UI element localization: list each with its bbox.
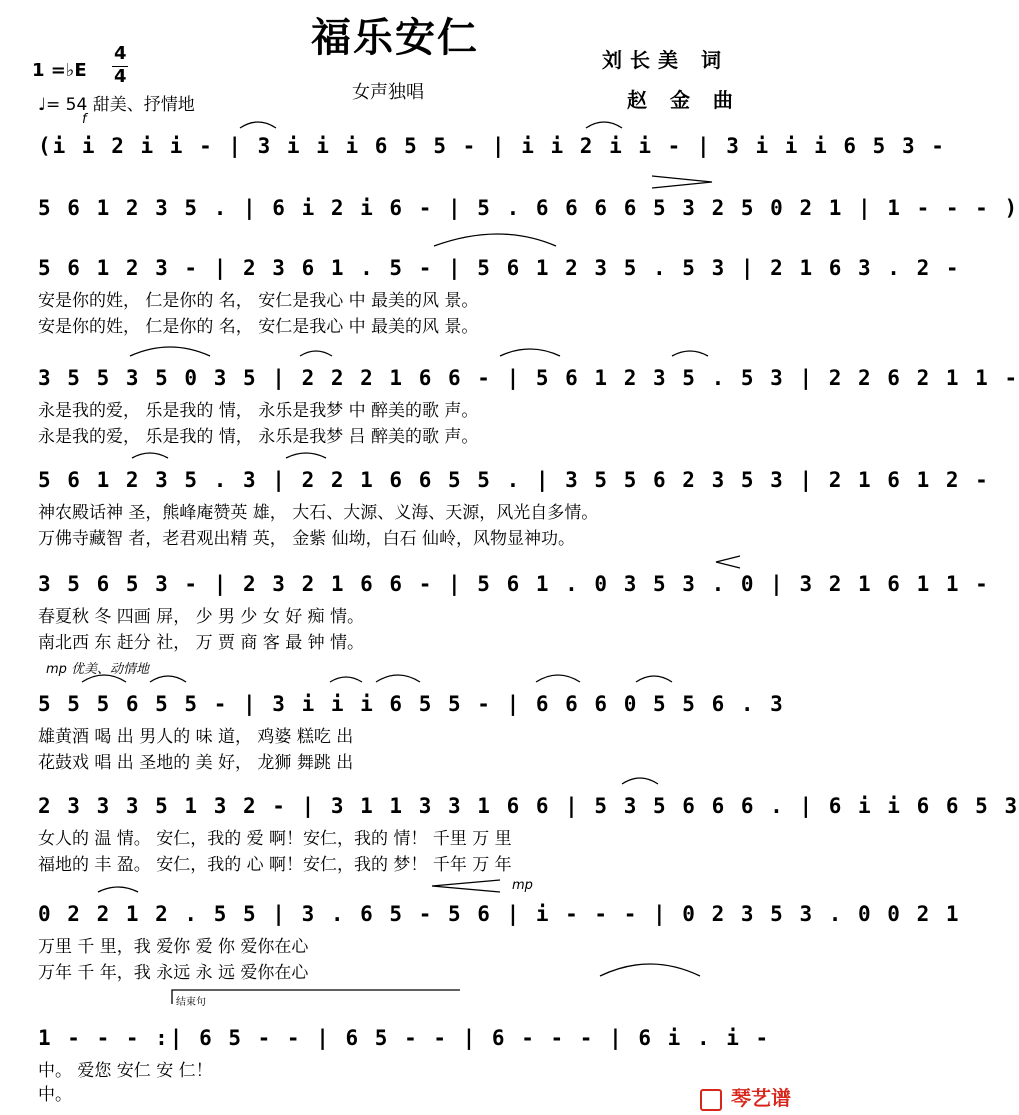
slur: [536, 675, 580, 682]
slur: [586, 122, 622, 128]
lyrics-line-9-verse-2: 万年 千 年，我 永远 永 远 爱你在心: [38, 963, 309, 983]
notation-line-9: 0 2 2 1 2 . 5 5 | 3 . 6 5 - 5 6 | i - - - | 0 2 3 5 3 . 0 0 2 1: [38, 902, 961, 926]
crescendo-hairpin: [652, 176, 712, 188]
lyrics-line-10-verse-2: 中。: [38, 1085, 72, 1105]
notation-line-2: 5 6 1 2 3 5 . | 6 i 2 i 6 - | 5 . 6 6 6 6 5 3 2 5 0 2 1 | 1 - - - ): [38, 196, 1019, 220]
time-signature-numerator: 4: [114, 43, 127, 64]
song-title: 福乐安仁: [311, 15, 479, 61]
watermark-icon: [700, 1089, 722, 1111]
decrescendo-hairpin: [432, 880, 500, 892]
notation-line-10: 1 - - - :| 6 5 - - | 6 5 - - | 6 - - - | 6 i . i -: [38, 1026, 771, 1050]
notation-line-8: 2 3 3 3 5 1 3 2 - | 3 1 1 3 3 1 6 6 | 5 3 5 6 6 6 . | 6 i i 6 6 5 3: [38, 794, 1019, 818]
dynamic-mp: mp: [512, 878, 533, 893]
lyrics-line-8-verse-2: 福地的 丰 盈。 安仁，我的 心 啊！安仁，我的 梦！ 千年 万 年: [38, 855, 512, 875]
lyrics-line-10-verse-1: 中。 爱您 安仁 安 仁！: [38, 1061, 213, 1081]
watermark-logo: [700, 1082, 791, 1111]
lyrics-line-7-verse-2: 花鼓戏 唱 出 圣地的 美 好， 龙狮 舞跳 出: [38, 753, 354, 773]
lyrics-line-6-verse-2: 南北西 东 赶分 社， 万 贾 商 客 最 钟 情。: [38, 633, 365, 653]
coda-bracket: [172, 990, 460, 1004]
slur: [132, 453, 168, 458]
notation-line-1: (i i 2 i i - | 3 i i i 6 5 5 - | i i 2 i i - | 3 i i i 6 5 3 -: [38, 134, 946, 158]
slur: [98, 887, 138, 892]
lyrics-line-5-verse-1: 神农殿话神 圣，熊峰庵赞英 雄， 大石、大源、义海、天源，风光自多情。: [38, 503, 599, 523]
lyrics-line-3-verse-2: 安是你的姓， 仁是你的 名， 安仁是我心 中 最美的风 景。: [38, 317, 479, 337]
lyrics-line-6-verse-1: 春夏秋 冬 四画 屏， 少 男 少 女 好 痴 情。: [38, 607, 365, 627]
notation-line-3: 5 6 1 2 3 - | 2 3 6 1 . 5 - | 5 6 1 2 3 5 . 5 3 | 2 1 6 3 . 2 -: [38, 256, 961, 280]
lyrics-line-8-verse-1: 女人的 温 情。 安仁，我的 爱 啊！安仁，我的 情！ 千里 万 里: [38, 829, 512, 849]
lyrics-line-5-verse-2: 万佛寺藏智 者，老君观出精 英， 金紫 仙坳，白石 仙岭，风物显神功。: [38, 529, 576, 549]
lyrics-line-9-verse-1: 万里 千 里，我 爱你 爱 你 爱你在心: [38, 937, 309, 957]
slur: [240, 122, 276, 128]
slur: [672, 351, 708, 356]
notation-line-7: 5 5 5 6 5 5 - | 3 i i i 6 5 5 - | 6 6 6 0 5 5 6 . 3: [38, 692, 785, 716]
lyrics-line-4-verse-2: 永是我的爱， 乐是我的 情， 永乐是我梦 吕 醉美的歌 声。: [38, 427, 479, 447]
slur: [376, 675, 420, 682]
dynamic-mp-expression: mp 优美、动情地: [46, 662, 150, 677]
watermark-text: 琴艺谱: [730, 1086, 791, 1110]
tempo-marking: ♩= 54 甜美、抒情地: [38, 95, 195, 115]
lyrics-line-3-verse-1: 安是你的姓， 仁是你的 名， 安仁是我心 中 最美的风 景。: [38, 291, 479, 311]
slur: [636, 676, 672, 682]
dynamic-forte: f: [82, 112, 87, 127]
slur: [150, 676, 186, 682]
slur: [300, 351, 332, 356]
slur: [130, 347, 210, 356]
slur: [286, 453, 326, 458]
slur: [330, 677, 362, 682]
composer-credit: 赵 金 曲: [627, 88, 741, 112]
notation-line-6: 3 5 6 5 3 - | 2 3 2 1 6 6 - | 5 6 1 . 0 3 5 3 . 0 | 3 2 1 6 1 1 -: [38, 572, 990, 596]
key-signature: 1 =♭E: [32, 60, 87, 81]
slur: [434, 234, 556, 246]
coda-label: 结束句: [176, 997, 206, 1008]
decrescendo-hairpin: [716, 556, 740, 568]
slur: [622, 778, 658, 784]
performance-type: 女声独唱: [352, 82, 424, 103]
time-signature-denominator: 4: [114, 66, 127, 87]
notation-line-5: 5 6 1 2 3 5 . 3 | 2 2 1 6 6 5 5 . | 3 5 5 6 2 3 5 3 | 2 1 6 1 2 -: [38, 468, 990, 492]
lyrics-line-4-verse-1: 永是我的爱， 乐是我的 情， 永乐是我梦 中 醉美的歌 声。: [38, 401, 479, 421]
lyricist-credit: 刘长美 词: [602, 48, 729, 72]
notation-line-4: 3 5 5 3 5 0 3 5 | 2 2 2 1 6 6 - | 5 6 1 2 3 5 . 5 3 | 2 2 6 2 1 1 -: [38, 366, 1019, 390]
slur: [500, 349, 560, 356]
lyrics-line-7-verse-1: 雄黄酒 喝 出 男人的 味 道， 鸡婆 糕吃 出: [38, 727, 354, 747]
